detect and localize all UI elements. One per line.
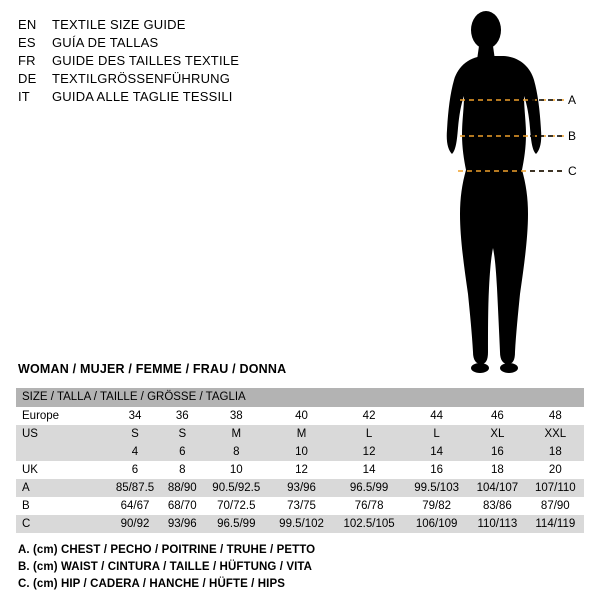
row-label: C: [16, 515, 108, 533]
cell: 99.5/102: [270, 515, 333, 533]
cell: 87/90: [527, 497, 584, 515]
cell: 10: [270, 443, 333, 461]
cell: 85/87.5: [108, 479, 162, 497]
cell: 90.5/92.5: [203, 479, 271, 497]
row-label: B: [16, 497, 108, 515]
cell: 16: [405, 461, 468, 479]
table-row: [16, 425, 584, 443]
cell: 83/86: [468, 497, 527, 515]
cell: 20: [527, 461, 584, 479]
footnotes-block: [18, 542, 578, 593]
cell: 110/113: [468, 515, 527, 533]
cell: 10: [203, 461, 271, 479]
cell: 14: [405, 443, 468, 461]
cell: 6: [162, 443, 203, 461]
section-title: WOMAN / MUJER / FEMME / FRAU / DONNA: [18, 362, 287, 376]
cell: 68/70: [162, 497, 203, 515]
language-code: DE: [18, 71, 37, 86]
table-header-row: [16, 388, 584, 407]
row-label: A: [16, 479, 108, 497]
cell: 70/72.5: [203, 497, 271, 515]
cell: 76/78: [333, 497, 405, 515]
cell: 102.5/105: [333, 515, 405, 533]
table-row: [16, 497, 584, 515]
cell: 107/110: [527, 479, 584, 497]
cell: M: [203, 425, 271, 443]
cell: 93/96: [162, 515, 203, 533]
cell: 46: [468, 407, 527, 425]
footnote-hip: C. (cm) HIP / CADERA / HANCHE / HÜFTE / HIPS: [18, 578, 286, 590]
cell: 12: [270, 461, 333, 479]
cell: 36: [162, 407, 203, 425]
table-row: [16, 515, 584, 533]
table-row: [16, 479, 584, 497]
footnote-chest: A. (cm) CHEST / PECHO / POITRINE / TRUHE / PETTO: [18, 544, 316, 556]
table-row: [16, 461, 584, 479]
table-row: [16, 443, 584, 461]
footnote-waist: B. (cm) WAIST / CINTURA / TAILLE / HÜFTUNG / VITA: [18, 561, 313, 573]
language-code: FR: [18, 53, 36, 68]
cell: 42: [333, 407, 405, 425]
cell: 99.5/103: [405, 479, 468, 497]
cell: 44: [405, 407, 468, 425]
cell: 88/90: [162, 479, 203, 497]
table-header-label: SIZE / TALLA / TAILLE / GRÖSSE / TAGLIA: [16, 388, 584, 407]
language-code: ES: [18, 35, 36, 50]
language-text: GUÍA DE TALLAS: [52, 35, 159, 50]
cell: 90/92: [108, 515, 162, 533]
language-row: [18, 34, 348, 52]
female-body-figure: [400, 8, 600, 378]
row-label: US: [16, 425, 108, 443]
measure-label-a: A: [568, 93, 577, 107]
cell: L: [333, 425, 405, 443]
measure-label-b: B: [568, 129, 577, 143]
cell: 18: [527, 443, 584, 461]
cell: 12: [333, 443, 405, 461]
language-text: GUIDE DES TAILLES TEXTILE: [52, 53, 240, 68]
female-silhouette-icon: [400, 8, 600, 378]
cell: 73/75: [270, 497, 333, 515]
language-row: [18, 52, 348, 70]
measure-label-c: C: [568, 164, 577, 178]
language-text: TEXTILE SIZE GUIDE: [52, 17, 186, 32]
table-row: [16, 407, 584, 425]
language-row: [18, 88, 348, 106]
cell: 18: [468, 461, 527, 479]
cell: 40: [270, 407, 333, 425]
language-text: GUIDA ALLE TAGLIE TESSILI: [52, 89, 233, 104]
language-header-block: [18, 16, 348, 106]
cell: S: [162, 425, 203, 443]
cell: L: [405, 425, 468, 443]
language-text: TEXTILGRÖSSENFÜHRUNG: [52, 71, 231, 86]
cell: 64/67: [108, 497, 162, 515]
cell: 96.5/99: [203, 515, 271, 533]
cell: 6: [108, 461, 162, 479]
cell: 93/96: [270, 479, 333, 497]
cell: 48: [527, 407, 584, 425]
cell: S: [108, 425, 162, 443]
cell: 14: [333, 461, 405, 479]
language-row: [18, 70, 348, 88]
cell: M: [270, 425, 333, 443]
cell: 16: [468, 443, 527, 461]
cell: 104/107: [468, 479, 527, 497]
cell: 114/119: [527, 515, 584, 533]
row-label: Europe: [16, 407, 108, 425]
language-row: [18, 16, 348, 34]
cell: 96.5/99: [333, 479, 405, 497]
size-table: [16, 388, 584, 533]
cell: 4: [108, 443, 162, 461]
cell: 8: [203, 443, 271, 461]
language-code: EN: [18, 17, 37, 32]
row-label: [16, 443, 108, 461]
cell: XL: [468, 425, 527, 443]
cell: 38: [203, 407, 271, 425]
language-code: IT: [18, 89, 30, 104]
cell: XXL: [527, 425, 584, 443]
cell: 106/109: [405, 515, 468, 533]
cell: 79/82: [405, 497, 468, 515]
cell: 34: [108, 407, 162, 425]
row-label: UK: [16, 461, 108, 479]
cell: 8: [162, 461, 203, 479]
